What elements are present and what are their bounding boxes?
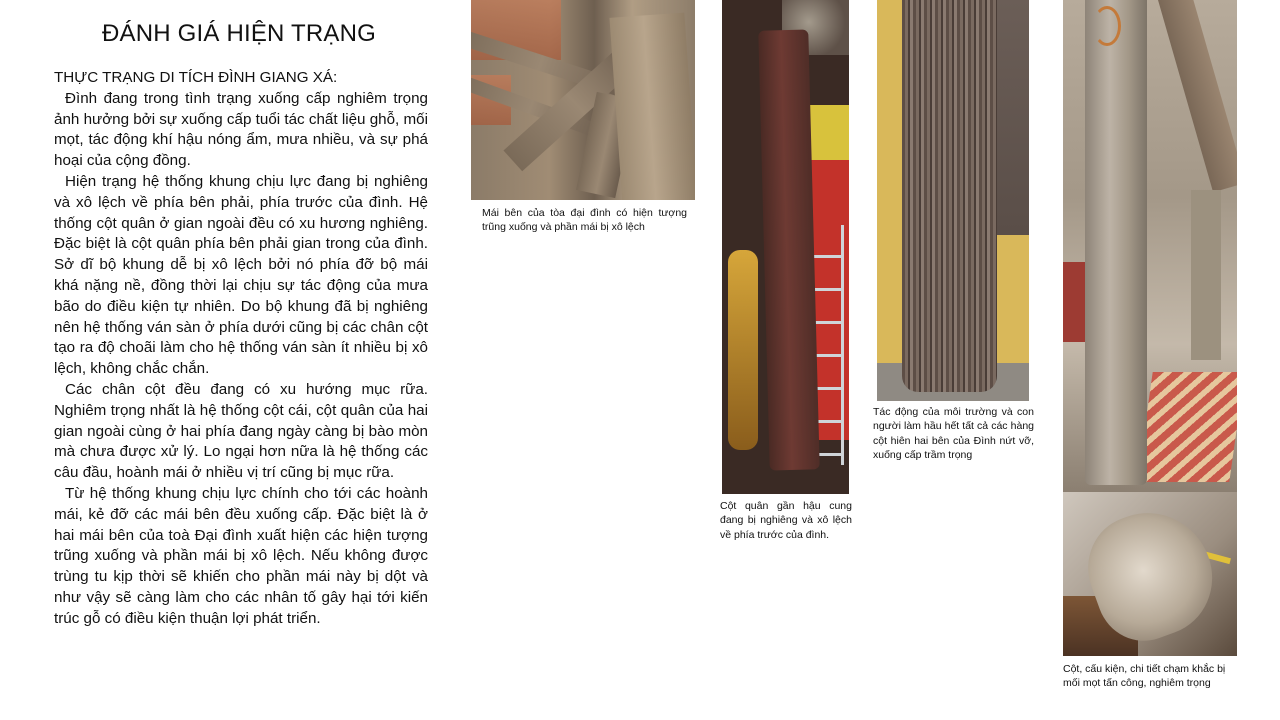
- photo-termite-carving: [1063, 492, 1237, 656]
- body-text: [54, 68, 428, 630]
- photo-cracked-column: [877, 0, 1029, 401]
- photo-red-column: [722, 0, 849, 494]
- caption-carving: Cột, cấu kiện, chi tiết chạm khắc bị mối mọt tấn công, nghiêm trọng: [1063, 663, 1226, 690]
- paragraph-4: Từ hệ thống khung chịu lực chính cho tới các hoành mái, kẻ đỡ các mái bên đều xuống cấp. Đặc biệt là ở hai mái bên của toà Đại đình xuất hiện các hiện tượng trũng xuống và phần mái bị xô lệch. Nếu không được trùng tu kịp thời sẽ khiến cho phần mái này bị dột và như vậy sẽ càng làm cho các nhân tố gây hại tới kiến trúc gỗ có điều kiện thuận lợi phát triển.: [54, 484, 428, 627]
- caption-roof: Mái bên của tòa đại đình có hiện tượng trũng xuống và phần mái bị xô lệch: [482, 207, 687, 234]
- photo-grey-column: [1063, 0, 1237, 492]
- paragraph-2: Hiện trạng hệ thống khung chịu lực đang bị nghiêng và xô lệch về phía bên phải, phía trước của đình. Hệ thống cột quân ở gian ngoài đều có xu hương nghiêng. Đặc biệt là cột quân phía bên phải gian trong của đình. Sở dĩ bộ khung dễ bị xô lệch bởi nó phía đỡ bộ mái khá nặng nề, đồng thời lại chịu sự tác động của mưa bão do điều kiện tự nhiên. Do bộ khung đã bị nghiêng nên hệ thống ván sàn ở phía dưới cũng bị các chân cột tạo ra độ choãi làm cho hệ thống ván sàn ít nhiều bị xô lệch, không chắc chắn.: [54, 172, 428, 378]
- paragraph-1: Đình đang trong tình trạng xuống cấp nghiêm trọng ảnh hưởng bởi sự xuống cấp tuổi tác chất liệu ghỗ, mối mọt, tác động khí hậu nóng ẩm, mưa nhiều, và sự phá hoại của cộng đồng.: [54, 89, 428, 170]
- subheading: THỰC TRẠNG DI TÍCH ĐÌNH GIANG XÁ:: [54, 69, 338, 86]
- slide-title: ĐÁNH GIÁ HIỆN TRẠNG: [101, 20, 377, 47]
- photo-roof-structure: [471, 0, 695, 200]
- paragraph-3: Các chân cột đều đang có xu hướng mục rữa. Nghiêm trọng nhất là hệ thống cột cái, cột quân của hai gian ngoài cùng ở hai phía đang ngày càng bị bào mòn mà chưa được xử lý. Lo ngại hơn nữa là hệ thống các câu đầu, hoành mái ở nhiều vị trí cũng bị mục rữa.: [54, 380, 428, 482]
- caption-red-column: Cột quân gần hậu cung đang bị nghiêng và xô lệch về phía trước của đình.: [720, 500, 852, 541]
- caption-cracked-column: Tác động của môi trường và con người làm hầu hết tất cả các hàng cột hiên hai bên của Đình nứt vỡ, xuống cấp trầm trọng: [873, 406, 1034, 462]
